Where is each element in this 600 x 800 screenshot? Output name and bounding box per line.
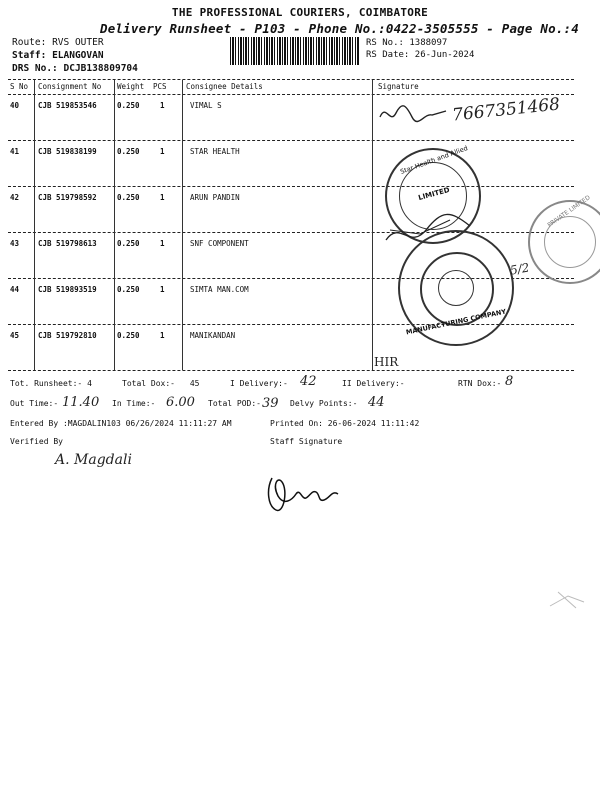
row-weight: 0.250 (117, 147, 140, 156)
verified-signature-handwritten: A. Magdali (55, 452, 132, 468)
private-limited-seal (528, 194, 600, 284)
drs-label: DRS No.: (12, 63, 58, 74)
row-consignment: CJB 519838199 (38, 147, 97, 156)
total-dox-value: 45 (189, 379, 200, 388)
row45-handwritten-note: HIR (374, 355, 399, 369)
row-sno: 42 (10, 193, 20, 202)
row-weight: 0.250 (117, 101, 140, 110)
out-time-label: Out Time:- (10, 399, 59, 408)
row-sno: 43 (10, 239, 20, 248)
total-pod-label: Total POD:- (208, 399, 261, 408)
rs-no-label: RS No.: (366, 38, 404, 48)
ii-delivery-label: II Delivery:- (342, 379, 405, 388)
verified-by-label: Verified By (10, 437, 63, 446)
company-name: THE PROFESSIONAL COURIERS, COIMBATORE (171, 6, 429, 19)
row-weight: 0.250 (117, 285, 140, 294)
row40-phone-handwritten: 7667351468 (451, 94, 561, 126)
total-dox (122, 379, 199, 388)
staff-row (12, 50, 104, 61)
tot-runsheet-label: Tot. Runsheet:- (10, 379, 83, 388)
runsheet-title: Delivery Runsheet - P103 - Phone No.:0422-3505555 - Page No.:4 (100, 21, 579, 36)
total-dox-label: Total Dox:- (122, 379, 175, 388)
row-pcs: 1 (160, 101, 165, 110)
table-top-rule (8, 79, 574, 80)
header-rule (8, 94, 574, 95)
row-sno: 40 (10, 101, 20, 110)
rtn-dox-handwritten: 8 (505, 374, 514, 389)
row-weight: 0.250 (117, 331, 140, 340)
row-pcs: 1 (160, 239, 165, 248)
stray-mark (548, 588, 588, 612)
rs-date-row (366, 50, 474, 60)
col-header-pcs: PCS (153, 82, 167, 91)
staff-label: Staff: (12, 50, 47, 61)
row-consignment: CJB 519798592 (38, 193, 97, 202)
route-row (12, 37, 104, 48)
in-time-handwritten: 6.00 (166, 395, 195, 410)
out-time-handwritten: 11.40 (62, 395, 100, 410)
row-consignee: MANIKANDAN (190, 331, 236, 340)
row-pcs: 1 (160, 193, 165, 202)
col-header-weight: Weight (117, 82, 145, 91)
row-consignment: CJB 519853546 (38, 101, 97, 110)
row-weight: 0.250 (117, 239, 140, 248)
row-consignment: CJB 519893519 (38, 285, 97, 294)
summary-row-1 (10, 379, 92, 388)
row-sno: 45 (10, 331, 20, 340)
row-rule-40 (8, 140, 574, 141)
in-time-label: In Time:- (112, 399, 156, 408)
total-pod-handwritten: 39 (262, 396, 279, 411)
col-divider-3 (182, 80, 183, 370)
route-value: RVS OUTER (52, 37, 104, 48)
limited-seal-text: LIMITED (417, 185, 451, 203)
row-consignee: SIMTA MAN.COM (190, 285, 249, 294)
col-header-consignment: Consignment No (38, 82, 102, 91)
delvy-points-label: Delvy Points:- (290, 399, 358, 408)
star-health-seal-text: Star Health and Allied (399, 144, 469, 176)
i-delivery-label: I Delivery:- (230, 379, 288, 388)
staff-value: ELANGOVAN (52, 50, 104, 61)
entered-by: Entered By :MAGDALIN103 06/26/2024 11:11:27 AM (10, 419, 232, 428)
row-consignment: CJB 519798613 (38, 239, 97, 248)
col-header-sno: S No (10, 82, 29, 91)
drs-value: DCJB138809704 (63, 63, 138, 74)
staff-signature-label: Staff Signature (270, 437, 343, 446)
manufacturing-seal-text: MANUFACTURING COMPANY (405, 307, 507, 337)
col-divider-2 (114, 80, 115, 370)
row-consignee: VIMAL S (190, 101, 222, 110)
row-weight: 0.250 (117, 193, 140, 202)
col-header-signature: Signature (378, 82, 419, 91)
rs-no-value: 1388097 (409, 38, 448, 48)
col-divider-4 (372, 80, 373, 370)
row-consignee: STAR HEALTH (190, 147, 240, 156)
col-header-consignee: Consignee Details (186, 82, 263, 91)
delvy-points-handwritten: 44 (368, 395, 385, 410)
col-divider-1 (34, 80, 35, 370)
row-pcs: 1 (160, 331, 165, 340)
route-label: Route: (12, 37, 47, 48)
row-sno: 44 (10, 285, 20, 294)
row-pcs: 1 (160, 285, 165, 294)
row-consignee: SNF COMPONENT (190, 239, 249, 248)
staff-signature-scribble (262, 470, 352, 518)
private-limited-seal-text: PRIVATE LIMITED (546, 194, 592, 229)
row-rule-41 (8, 186, 574, 187)
i-delivery-handwritten: 42 (300, 374, 317, 389)
barcode (230, 37, 360, 65)
row-rule-45 (8, 370, 574, 371)
printed-on: Printed On: 26-06-2024 11:11:42 (270, 419, 420, 428)
rs-date-value: 26-Jun-2024 (414, 50, 475, 60)
row-pcs: 1 (160, 147, 165, 156)
row-consignee: ARUN PANDIN (190, 193, 240, 202)
rtn-dox-label: RTN Dox:- (458, 379, 502, 388)
rs-date-label: RS Date: (366, 50, 410, 60)
rs-no-row (366, 38, 447, 48)
row-consignment: CJB 519792810 (38, 331, 97, 340)
row-sno: 41 (10, 147, 20, 156)
signature-scribble-rows-42-43 (380, 200, 490, 260)
drs-row (12, 63, 138, 74)
tot-runsheet-value: 4 (87, 379, 92, 388)
row44-handwritten-note: 5/2 (508, 260, 531, 278)
